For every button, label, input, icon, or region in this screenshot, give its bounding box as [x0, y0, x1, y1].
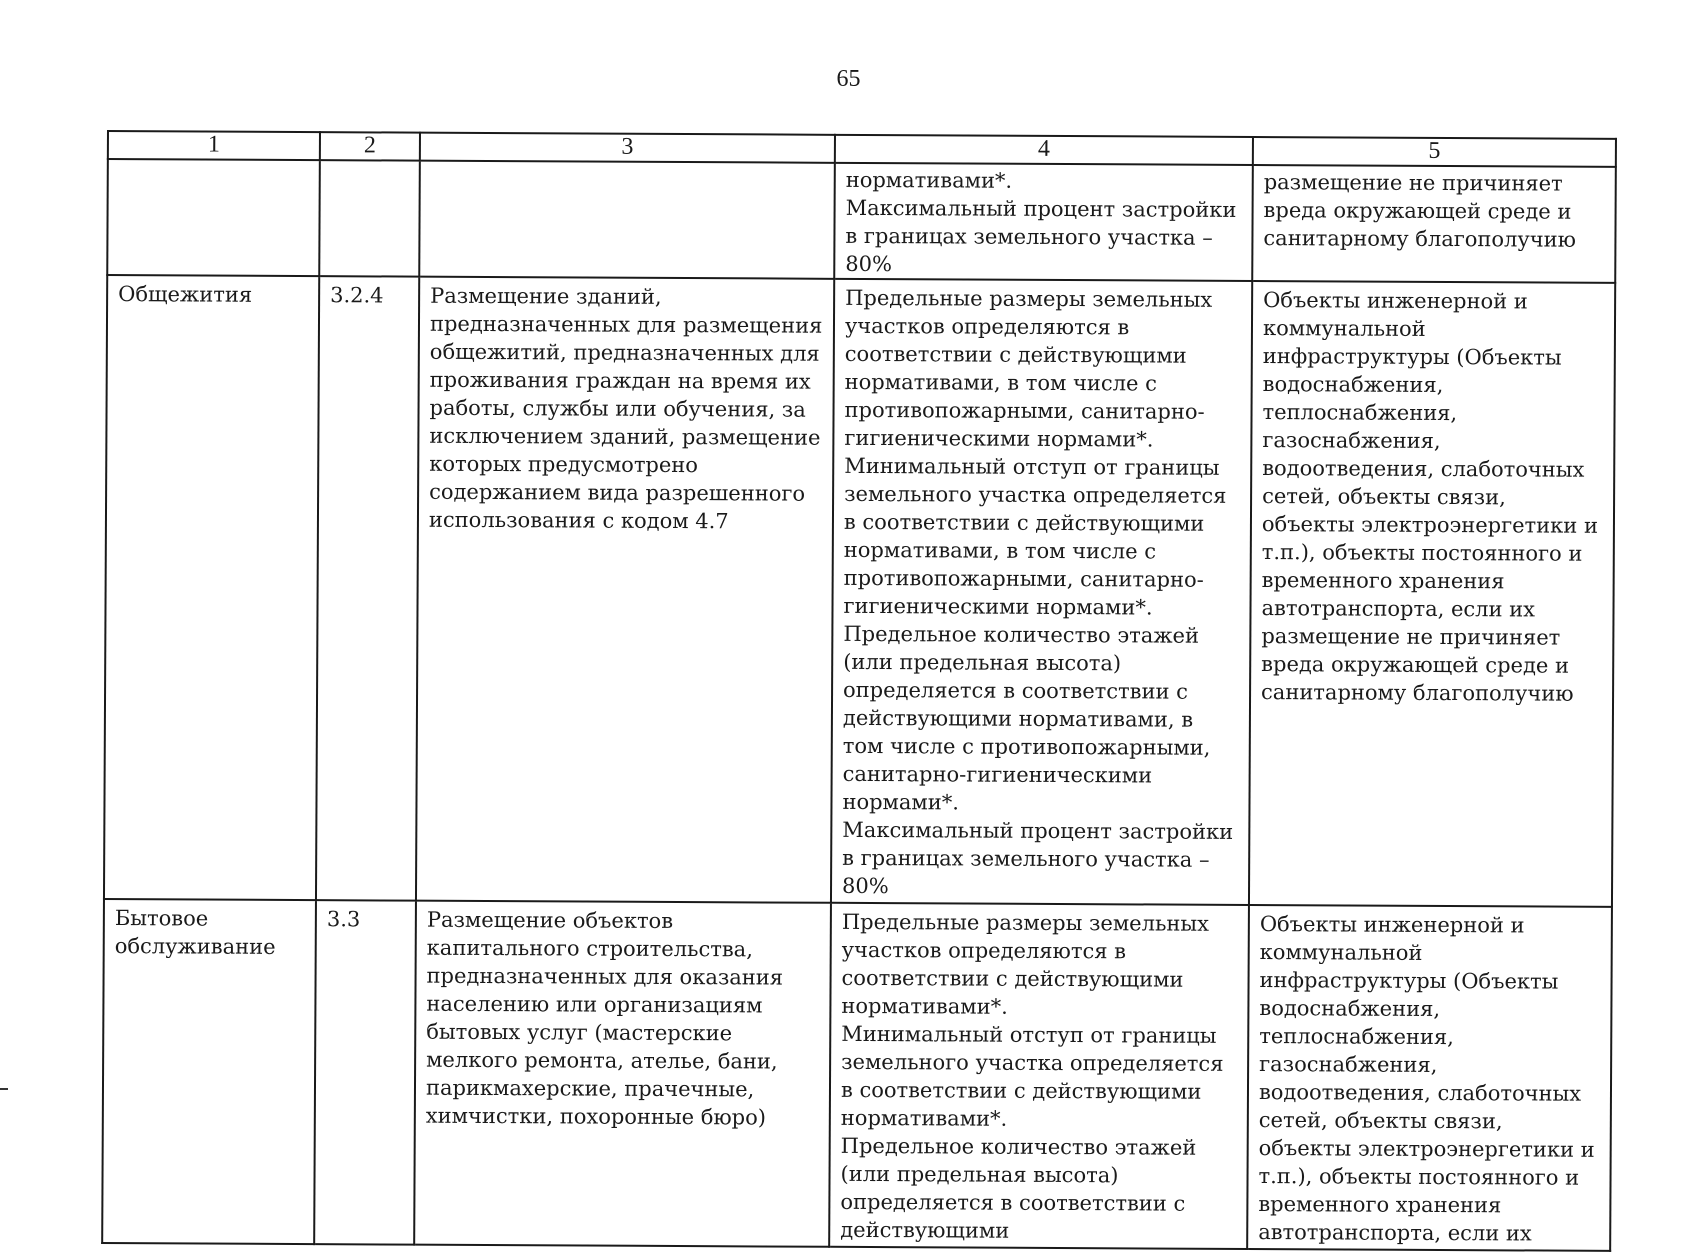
paragraph: Минимальный отступ от границы земельного участка определяется в соответствии с действующими нормативами*.	[840, 1021, 1224, 1131]
parameters-text	[842, 284, 1241, 902]
parameters-cell	[831, 279, 1252, 905]
table-row	[107, 159, 1616, 283]
paragraph: нормативами*.	[845, 167, 1013, 193]
paragraph: Максимальный процент застройки в границах земельного участка – 80%	[845, 195, 1237, 277]
use-description-cell: Размещение зданий, предназначенных для размещения общежитий, предназначенных для проживания граждан на время их работы, службы или обучения, за исключением зданий, размещение которых предусмотрено содержанием вида разрешенного использования с кодом 4.7	[416, 277, 834, 903]
parameters-text	[840, 908, 1238, 1246]
land-use-table	[101, 130, 1617, 1252]
paragraph: Минимальный отступ от границы земельного участка определяется в соответствии с действующими нормативами, в том числе с противопожарными, санитарно-гигиеническими нормами*.	[843, 453, 1227, 620]
table-row	[102, 899, 1612, 1251]
paragraph: Предельное количество этажей (или предельная высота) определяется в соответствии с действующими	[840, 1133, 1197, 1243]
paragraph: Предельные размеры земельных участков определяются в соответствии с действующими нормативами, в том числе с противопожарными, санитарно-гигиеническими нормами*.	[844, 285, 1213, 452]
use-code-cell: 3.2.4	[316, 276, 419, 901]
auxiliary-cell: Объекты инженерной и коммунальной инфраструктуры (Объекты водоснабжения, теплоснабжения, газоснабжения, водоотведения, слаботочных сетей, объекты связи, объекты электроэнергетики и т.п.), объекты постоянного и временного хранения автотранспорта, если их	[1247, 905, 1612, 1251]
parameters-cell	[834, 163, 1253, 281]
use-name-cell	[107, 159, 320, 276]
auxiliary-cell: размещение не причиняет вреда окружающей среде и санитарному благополучию	[1252, 165, 1616, 283]
header-col-4: 4	[835, 135, 1253, 165]
use-name-cell: Общежития	[104, 275, 319, 900]
use-description-cell	[419, 161, 835, 279]
table-row	[104, 275, 1615, 907]
margin-mark	[0, 1088, 8, 1090]
header-col-3: 3	[420, 133, 835, 163]
use-code-cell	[319, 160, 420, 277]
page-number: 65	[836, 66, 861, 92]
header-col-1: 1	[108, 131, 320, 160]
parameters-cell	[829, 903, 1249, 1249]
paragraph: Максимальный процент застройки в границах земельного участка – 80%	[841, 817, 1234, 899]
use-code-cell: 3.3	[314, 900, 416, 1245]
header-col-5: 5	[1253, 137, 1616, 167]
paragraph: Предельное количество этажей (или предельная высота) определяется в соответствии с действующими нормативами, в том числе с противопожарными, санитарно-гигиеническими нормами*.	[842, 621, 1211, 815]
parameters-text	[845, 166, 1242, 280]
use-description-cell: Размещение объектов капитального строительства, предназначенных для оказания населению или организациям бытовых услуг (мастерские мелкого ремонта, ателье, бани, парикмахерские, прачечные, химчистки, похоронные бюро)	[414, 901, 831, 1247]
paragraph: Предельные размеры земельных участков определяются в соответствии с действующими нормативами*.	[841, 909, 1210, 1019]
use-name-cell: Бытовое обслуживание	[102, 899, 316, 1244]
header-col-2: 2	[320, 132, 420, 161]
auxiliary-cell: Объекты инженерной и коммунальной инфраструктуры (Объекты водоснабжения, теплоснабжения, газоснабжения, водоотведения, слаботочных сетей, объекты связи, объекты электроэнергетики и т.п.), объекты постоянного и временного хранения автотранспорта, если их размещение не причиняет вреда окружающей среде и санитарному благополучию	[1249, 281, 1615, 907]
